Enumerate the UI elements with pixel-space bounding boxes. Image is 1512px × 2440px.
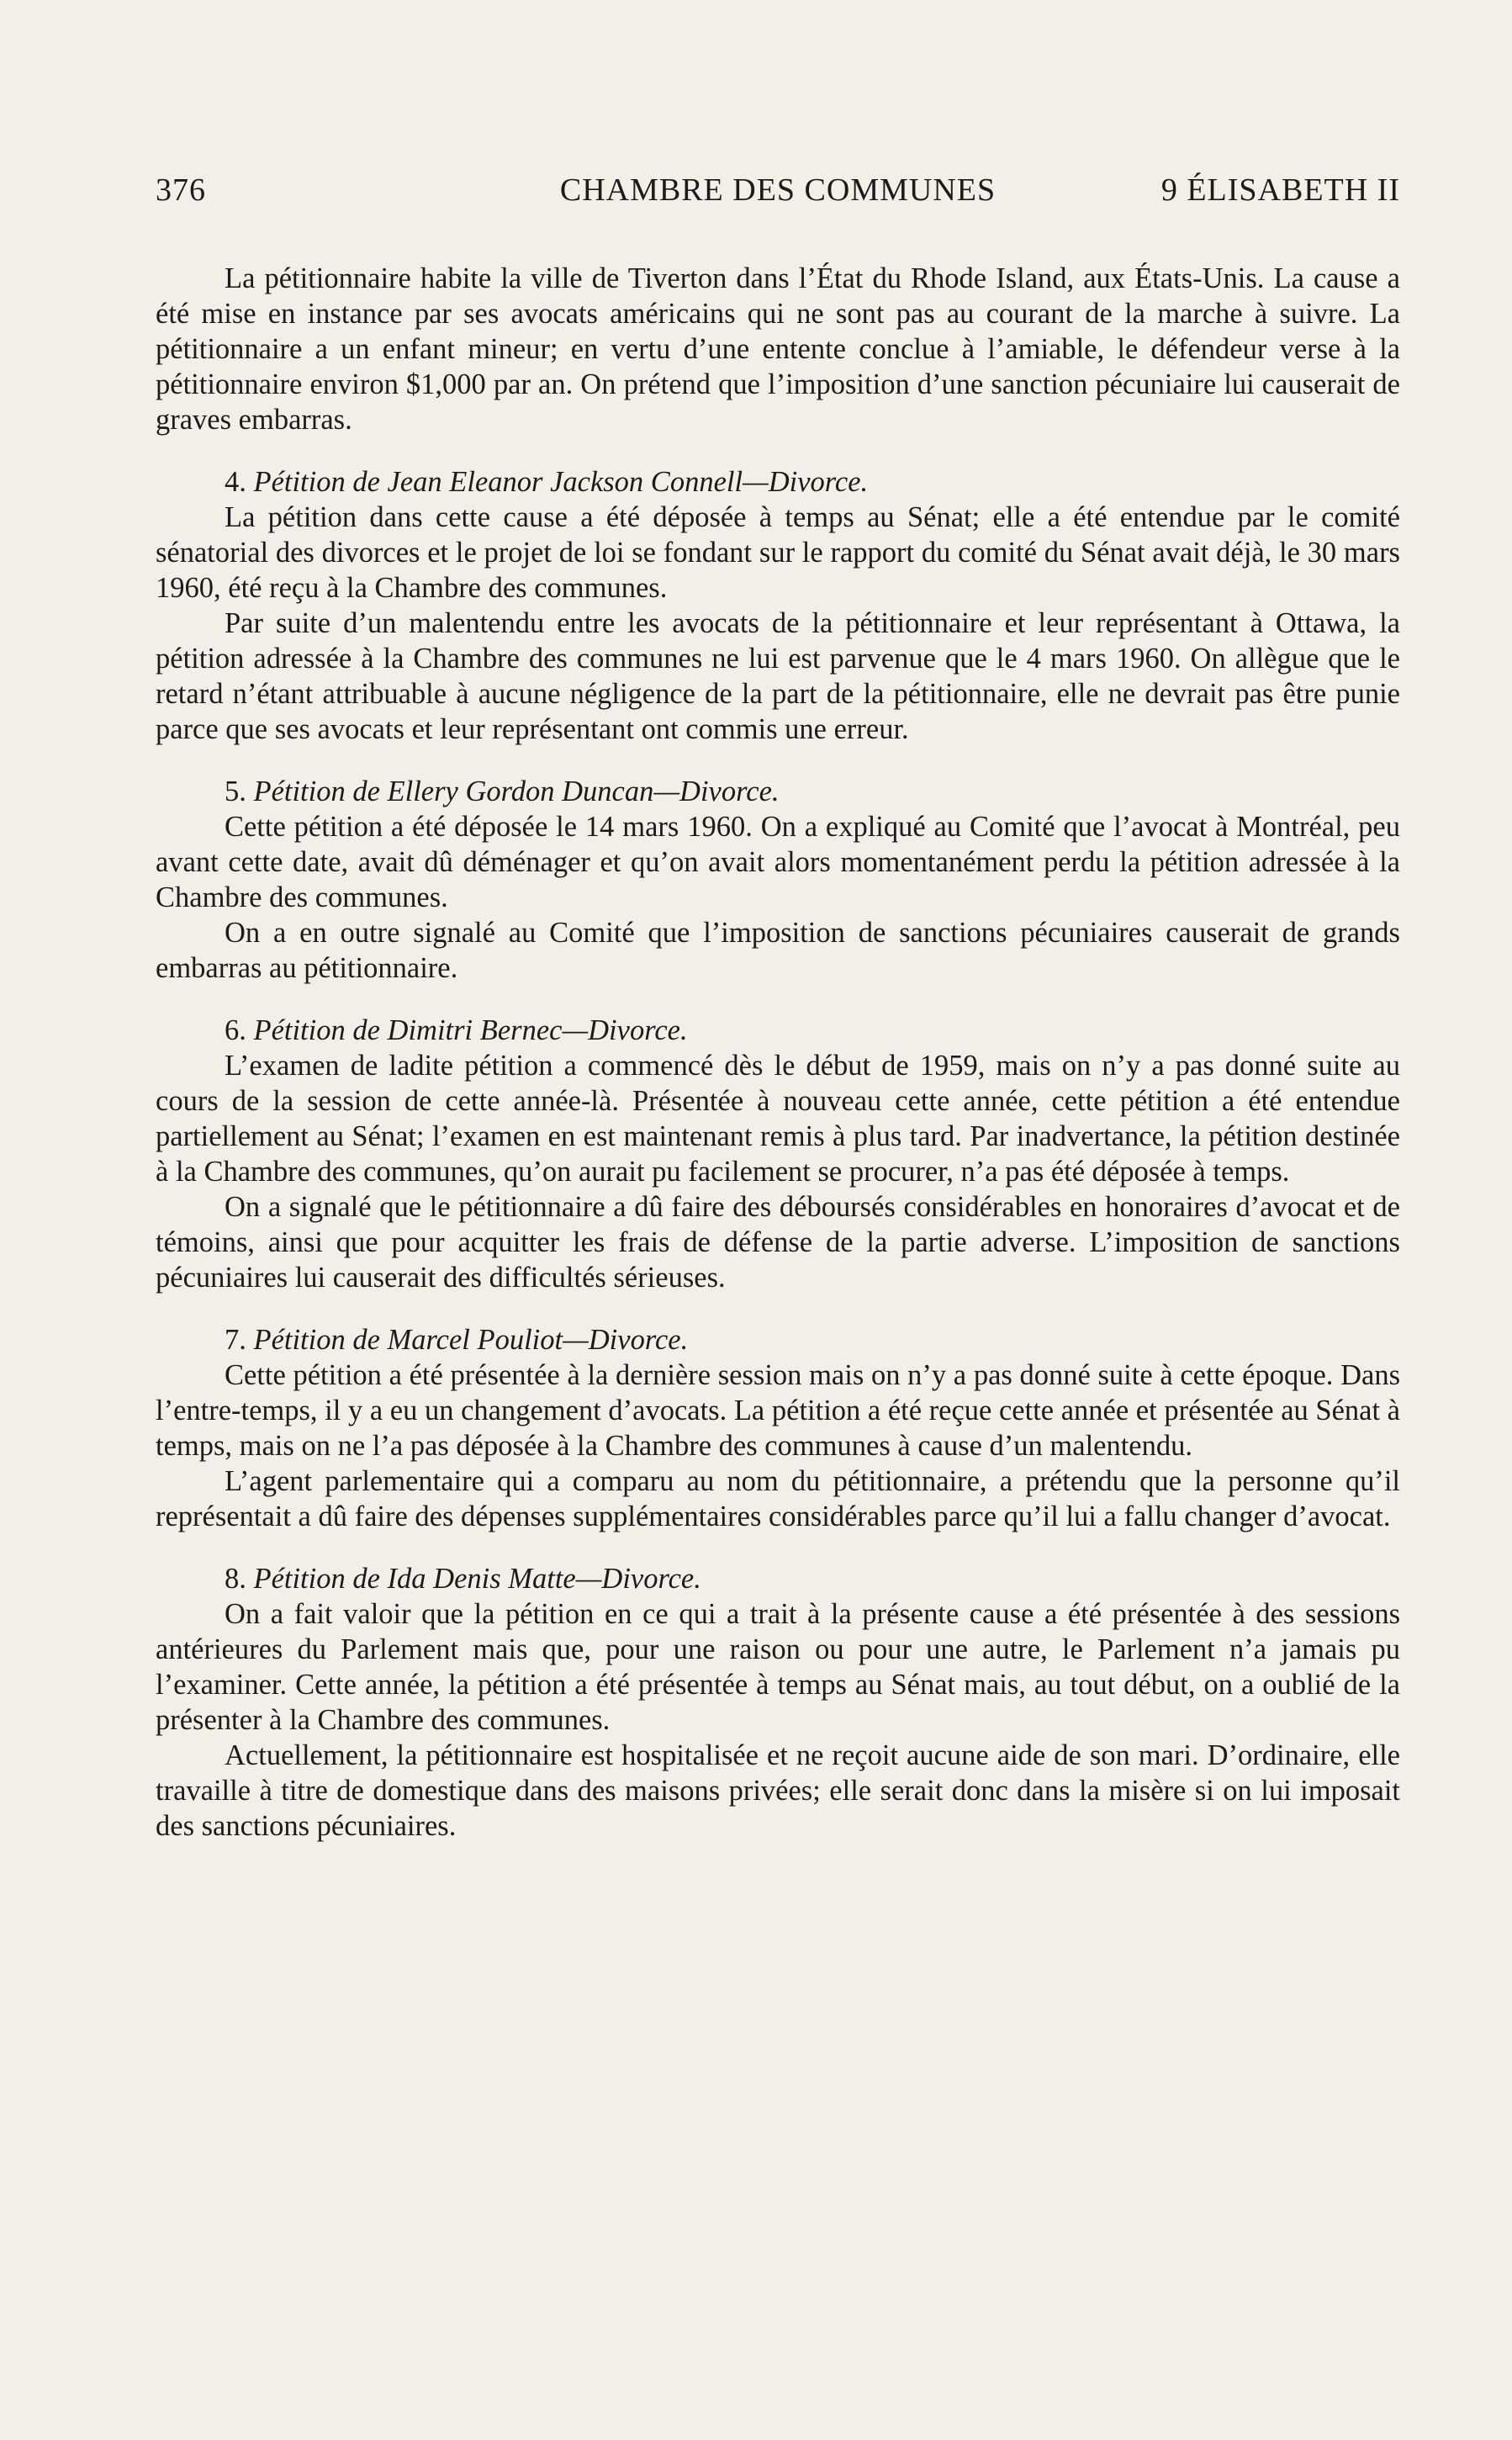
section-petition-7: [156, 1322, 1400, 1534]
section-petition-8: [156, 1561, 1400, 1844]
paragraph: On a en outre signalé au Comité que l’imposition de sanctions pécuniaires causerait de grands embarras au pétitionnaire.: [156, 917, 1400, 984]
section-number: 8.: [225, 1563, 246, 1595]
paragraph: Actuellement, la pétitionnaire est hospitalisée et ne reçoit aucune aide de son mari. D’ordinaire, elle travaille à titre de domestique dans des maisons privées; elle serait donc dans la misère si on lui imposait des sanctions pécuniaires.: [156, 1739, 1400, 1842]
paragraph: L’examen de ladite pétition a commencé dès le début de 1959, mais on n’y a pas donné suite au cours de la session de cette année-là. Présentée à nouveau cette année, cette pétition a été entendue partiellement au Sénat; l’examen en est maintenant remis à plus tard. Par inadvertance, la pétition destinée à la Chambre des communes, qu’on aurait pu facilement se procurer, n’a pas été déposée à temps.: [156, 1050, 1400, 1188]
paragraph: L’agent parlementaire qui a comparu au nom du pétitionnaire, a prétendu que la personne qu’il représentait a dû faire des dépenses supplémentaires considérables parce qu’il lui a fallu changer d’avocat.: [156, 1465, 1400, 1532]
section-petition-4: [156, 464, 1400, 747]
section-title: Pétition de Dimitri Bernec—Divorce.: [253, 1014, 688, 1046]
section-number: 7.: [225, 1324, 246, 1356]
section-heading: [156, 1561, 1400, 1596]
section-number: 6.: [225, 1014, 246, 1046]
section-number: 4.: [225, 466, 246, 498]
paragraph: Cette pétition a été présentée à la dernière session mais on n’y a pas donné suite à cette époque. Dans l’entre-temps, il y a eu un changement d’avocats. La pétition a été reçue cette année et présentée au Sénat à temps, mais on ne l’a pas déposée à la Chambre des communes à cause d’un malentendu.: [156, 1359, 1400, 1462]
section-title: Pétition de Jean Eleanor Jackson Connell—Divorce.: [253, 466, 869, 498]
section-title: Pétition de Marcel Pouliot—Divorce.: [253, 1324, 689, 1356]
section-heading: [156, 464, 1400, 500]
paragraph: La pétitionnaire habite la ville de Tiverton dans l’État du Rhode Island, aux États-Unis. La cause a été mise en instance par ses avocats américains qui ne sont pas au courant de la marche à suivre. La pétitionnaire a un enfant mineur; en vertu d’une entente conclue à l’amiable, le défendeur verse à la pétitionnaire environ $1,000 par an. On prétend que l’imposition d’une sanction pécuniaire lui causerait de graves embarras.: [156, 262, 1400, 436]
section-title: Pétition de Ida Denis Matte—Divorce.: [253, 1563, 701, 1595]
paragraph: Cette pétition a été déposée le 14 mars 1960. On a expliqué au Comité que l’avocat à Montréal, peu avant cette date, avait dû déménager et qu’on avait alors momentanément perdu la pétition adressée à la Chambre des communes.: [156, 811, 1400, 913]
document-body: [156, 261, 1400, 1844]
paragraph: Par suite d’un malentendu entre les avocats de la pétitionnaire et leur représentant à Ottawa, la pétition adressée à la Chambre des communes ne lui est parvenue que le 4 mars 1960. On allègue que le retard n’étant attribuable à aucune négligence de la part de la pétitionnaire, elle ne devrait pas être punie parce que ses avocats et leur représentant ont commis une erreur.: [156, 607, 1400, 745]
page-number: 376: [156, 172, 206, 208]
journal-title: CHAMBRE DES COMMUNES: [559, 172, 997, 208]
section-heading: [156, 774, 1400, 809]
running-header: [156, 172, 1400, 214]
session-label: 9 ÉLISABETH II: [1160, 172, 1400, 208]
paragraph: On a signalé que le pétitionnaire a dû faire des déboursés considérables en honoraires d’avocat et de témoins, ainsi que pour acquitter les frais de défense de la partie adverse. L’imposition de sanctions pécuniaires lui causerait des difficultés sérieuses.: [156, 1191, 1400, 1294]
paragraph: On a fait valoir que la pétition en ce qui a trait à la présente cause a été présentée à des sessions antérieures du Parlement mais que, pour une raison ou pour une autre, le Parlement n’a jamais pu l’examiner. Cette année, la pétition a été présentée à temps au Sénat mais, au tout début, on a oublié de la présenter à la Chambre des communes.: [156, 1598, 1400, 1736]
paragraph: La pétition dans cette cause a été déposée à temps au Sénat; elle a été entendue par le comité sénatorial des divorces et le projet de loi se fondant sur le rapport du comité du Sénat avait déjà, le 30 mars 1960, été reçu à la Chambre des communes.: [156, 501, 1400, 604]
section-heading: [156, 1322, 1400, 1358]
section-petition-6: [156, 1013, 1400, 1295]
section-heading: [156, 1013, 1400, 1048]
section-title: Pétition de Ellery Gordon Duncan—Divorce.: [253, 775, 780, 807]
section-number: 5.: [225, 775, 246, 807]
section-petition-5: [156, 774, 1400, 986]
section-continuation: [156, 261, 1400, 437]
